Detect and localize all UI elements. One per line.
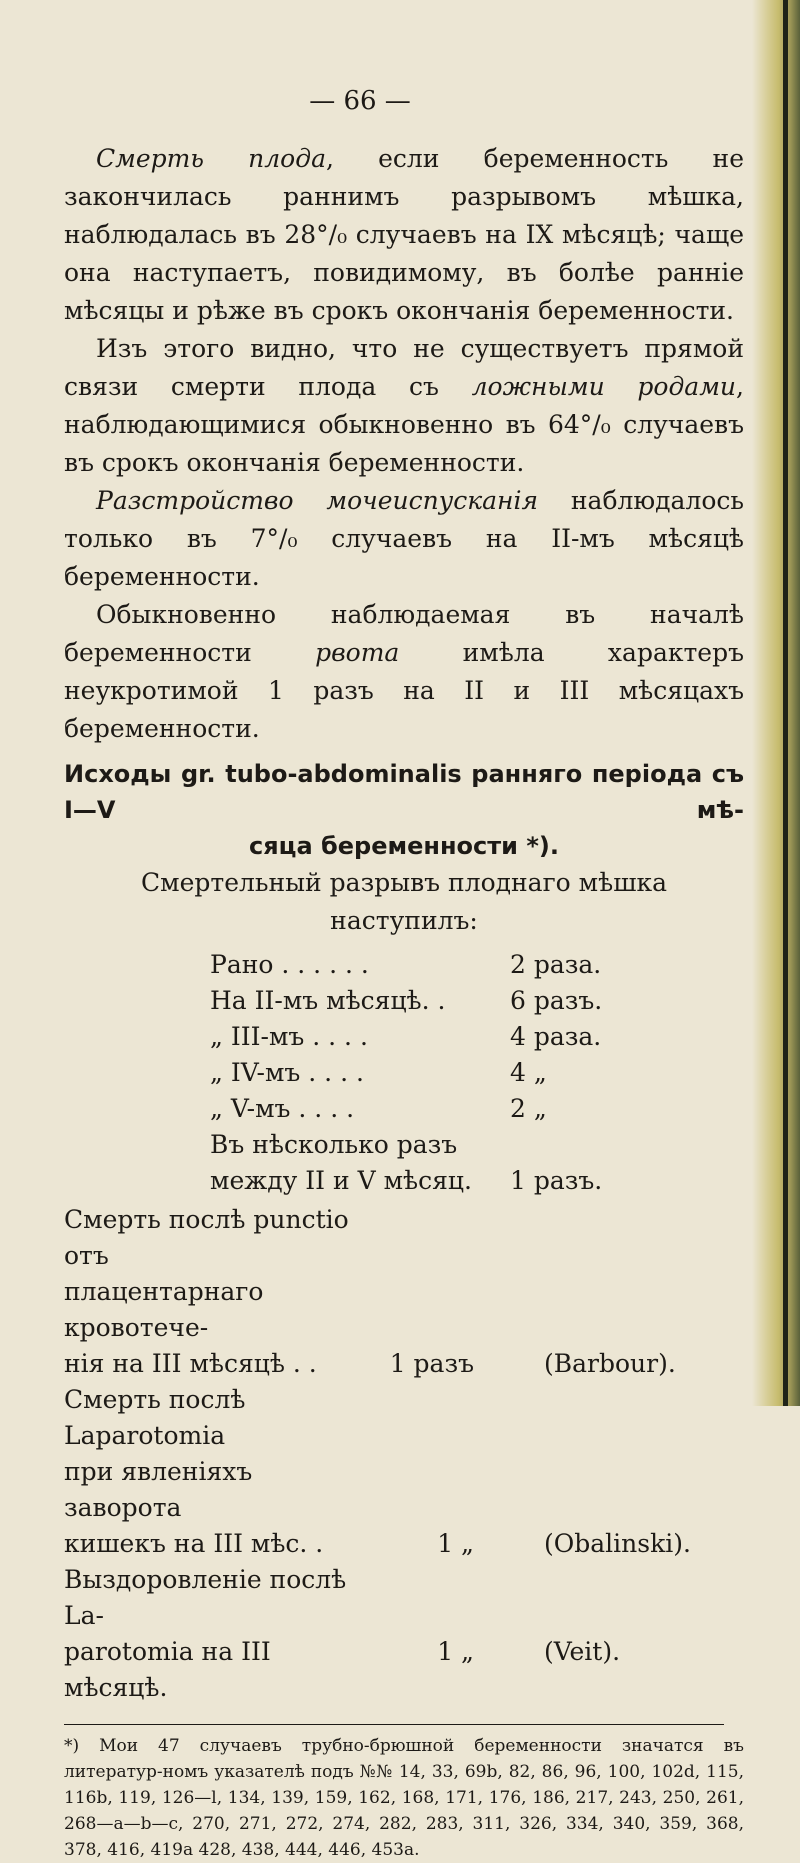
outcome-text: кишекъ на III мѣс. . — [64, 1529, 324, 1558]
term-urination: Разстройство мочеиспусканія — [96, 486, 539, 515]
rupture-count — [510, 1130, 670, 1166]
outcome-text: нія на III мѣсяцѣ . . — [64, 1349, 317, 1378]
term-vomiting: рвота — [315, 638, 400, 667]
footnote-rule — [64, 1724, 724, 1725]
outcome-text: parotomia на III мѣсяцѣ. — [64, 1637, 271, 1702]
rupture-row — [210, 950, 670, 986]
outcome-line — [64, 1454, 744, 1526]
rupture-label: Въ нѣсколько разъ — [210, 1130, 458, 1159]
rupture-row — [210, 1058, 670, 1094]
outcome-text: при явленіяхъ заворота — [64, 1457, 253, 1522]
rupture-row — [210, 1166, 670, 1202]
paragraph-urination: Разстройство мочеиспусканія наблюдалось только въ 7°/₀ случаевъ на II-мъ мѣсяцѣ беременности. — [64, 486, 744, 591]
rupture-count: 1 разъ. — [510, 1166, 603, 1195]
rupture-label: „ III-мъ . . . . — [210, 1022, 368, 1051]
paragraph-false-labor: Изъ этого видно, что не существуетъ прямой связи смерти плода съ ложными родами, наблюдающимися обыкновенно въ 64°/₀ случаевъ въ срокъ окончанія беременности. — [64, 334, 744, 477]
outcome-line — [64, 1562, 744, 1634]
rupture-label: „ V-мъ . . . . — [210, 1094, 355, 1123]
rupture-row — [210, 1022, 670, 1058]
rupture-count: 2 „ — [510, 1094, 547, 1123]
rupture-count: 4 раза. — [510, 1022, 602, 1051]
heading-line-1: Исходы gr. tubo-abdominalis ранняго періода съ I—V мѣ- — [64, 760, 744, 824]
page-number: — 66 — — [309, 86, 411, 116]
outcome-line — [64, 1382, 744, 1454]
section-heading — [64, 756, 744, 864]
rupture-label: между II и V мѣсяц. — [210, 1166, 472, 1195]
outcome-text: Выздоровленіе послѣ La- — [64, 1565, 347, 1630]
paragraph-vomiting: Обыкновенно наблюдаемая въ началѣ беременности рвота имѣла характеръ неукротимой 1 разъ на II и III мѣсяцахъ беременности. — [64, 600, 745, 743]
rupture-row — [210, 986, 670, 1022]
rupture-count: 4 „ — [510, 1058, 547, 1087]
outcome-source: (Obalinski). — [544, 1529, 691, 1558]
outcome-source: (Veit). — [544, 1637, 621, 1666]
outcome-count: 1 „ — [437, 1529, 474, 1558]
rupture-label: Рано . . . . . . — [210, 950, 369, 979]
paragraph-fetal-death: Смерть плода, если беременность не закончилась раннимъ разрывомъ мѣшка, наблюдалась въ 28°/₀ случаевъ на IX мѣсяцѣ; чаще она наступаетъ, повидимому, въ болѣе ранніе мѣсяцы и рѣже въ срокъ окончанія беременности. — [64, 144, 744, 325]
rupture-table — [210, 950, 670, 1202]
page-body — [64, 140, 744, 1863]
outcome-source: (Barbour). — [544, 1349, 676, 1378]
rupture-label: На II-мъ мѣсяцѣ. . — [210, 986, 446, 1015]
term-fetal-death: Смерть плода — [96, 144, 326, 173]
rupture-label: „ IV-мъ . . . . — [210, 1058, 364, 1087]
page-edge-shadow — [752, 0, 800, 1406]
outcome-line — [64, 1526, 744, 1562]
heading-line-2: сяца беременности *). — [249, 832, 559, 860]
outcome-text: Смерть послѣ punctio отъ — [64, 1205, 349, 1270]
rupture-row — [210, 1130, 670, 1166]
rupture-count: 2 раза. — [510, 950, 602, 979]
page-edge-line — [783, 0, 788, 1406]
outcome-count: 1 „ — [437, 1637, 474, 1666]
outcome-line — [64, 1274, 744, 1346]
subheading: Смертельный разрывъ плоднаго мѣшка наступилъ: — [141, 868, 667, 935]
outcome-line — [64, 1634, 744, 1706]
outcome-line — [64, 1346, 744, 1382]
outcome-text: плацентарнаго кровотече- — [64, 1277, 264, 1342]
term-false-labor: ложными родами — [471, 372, 737, 401]
outcome-line — [64, 1202, 744, 1274]
outcomes-list — [64, 1202, 744, 1706]
rupture-row — [210, 1094, 670, 1130]
rupture-count: 6 разъ. — [510, 986, 603, 1015]
footnote: *) Мои 47 случаевъ трубно-брюшной беременности значатся въ литератур-номъ указателѣ подъ №№ 14, 33, 69b, 82, 86, 96, 100, 102d, 115, 116b, 119, 126—l, 134, 139, 159, 162, 168, 171, 176, 186, 217, 243, 250, 261, 268—a—b—c, 270, 271, 272, 274, 282, 283, 311, 326, 334, 340, 359, 368, 378, 416, 419a 428, 438, 444, 446, 453a. — [64, 1736, 744, 1860]
outcome-count: 1 разъ — [389, 1349, 474, 1378]
outcome-text: Смерть послѣ Laparotomia — [64, 1385, 246, 1450]
